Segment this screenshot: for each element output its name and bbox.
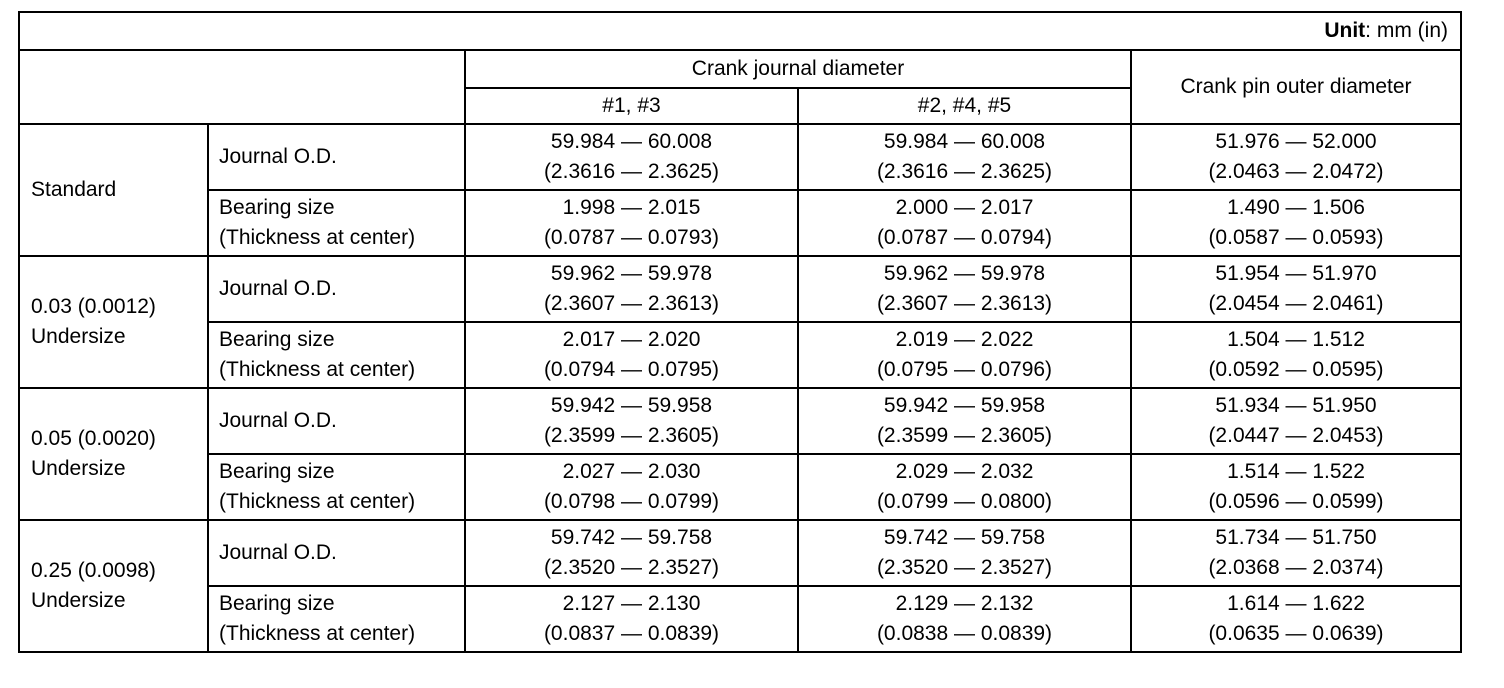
cell-line: Undersize bbox=[31, 325, 126, 348]
table-row bbox=[19, 520, 1461, 586]
cell-line: (0.0795 — 0.0796) bbox=[876, 358, 1053, 381]
cell-line: Journal O.D. bbox=[219, 541, 337, 564]
table-row bbox=[19, 322, 1461, 388]
cell-line: 59.962 — 59.978 bbox=[550, 262, 713, 285]
value-cell bbox=[465, 322, 798, 388]
value-cell bbox=[798, 586, 1131, 652]
cell-line: 59.942 — 59.958 bbox=[883, 394, 1046, 417]
cell-line: (0.0592 — 0.0595) bbox=[1208, 358, 1384, 381]
cell-line: 1.514 — 1.522 bbox=[1227, 460, 1365, 483]
cell-line: 59.984 — 60.008 bbox=[883, 130, 1046, 153]
cell-line: 51.734 — 51.750 bbox=[1215, 526, 1377, 549]
cell-line: (Thickness at center) bbox=[219, 358, 416, 381]
cell-line: (Thickness at center) bbox=[219, 226, 416, 249]
item-label-cell bbox=[208, 322, 465, 388]
cell-line: Undersize bbox=[31, 457, 126, 480]
item-label-cell bbox=[208, 586, 465, 652]
cell-line: (2.3599 — 2.3605) bbox=[876, 424, 1053, 447]
table-row bbox=[19, 256, 1461, 322]
value-cell bbox=[1131, 322, 1461, 388]
value-cell bbox=[798, 454, 1131, 520]
spec-table-container bbox=[18, 11, 1462, 653]
value-cell bbox=[1131, 388, 1461, 454]
cell-line: Journal O.D. bbox=[219, 277, 337, 300]
cell-line: Bearing size bbox=[219, 328, 335, 351]
journal-col-1-3-header: #1, #3 bbox=[465, 88, 798, 124]
cell-line: 0.05 (0.0020) bbox=[31, 427, 156, 450]
cell-line: 59.742 — 59.758 bbox=[550, 526, 713, 549]
item-label-cell bbox=[208, 520, 465, 586]
cell-line: Journal O.D. bbox=[219, 409, 337, 432]
value-cell bbox=[465, 256, 798, 322]
cell-line: (2.0463 — 2.0472) bbox=[1208, 160, 1384, 183]
value-cell bbox=[465, 124, 798, 190]
cell-line: 59.942 — 59.958 bbox=[550, 394, 713, 417]
cell-line: (0.0587 — 0.0593) bbox=[1208, 226, 1384, 249]
cell-line: Undersize bbox=[31, 589, 126, 612]
value-cell bbox=[798, 322, 1131, 388]
cell-line: (2.0454 — 2.0461) bbox=[1208, 292, 1384, 315]
unit-cell bbox=[19, 12, 1461, 50]
cell-line: 0.03 (0.0012) bbox=[31, 295, 156, 318]
value-cell bbox=[798, 388, 1131, 454]
value-cell bbox=[1131, 256, 1461, 322]
cell-line: Bearing size bbox=[219, 592, 335, 615]
value-cell bbox=[1131, 124, 1461, 190]
cell-line: (Thickness at center) bbox=[219, 490, 416, 513]
cell-line: 2.029 — 2.032 bbox=[895, 460, 1034, 483]
cell-line: 2.027 — 2.030 bbox=[562, 460, 701, 483]
cell-line: Bearing size bbox=[219, 196, 335, 219]
item-label-cell bbox=[208, 190, 465, 256]
item-label-cell bbox=[208, 256, 465, 322]
cell-line: (0.0798 — 0.0799) bbox=[543, 490, 720, 513]
table-row bbox=[19, 586, 1461, 652]
cell-line: (0.0787 — 0.0794) bbox=[876, 226, 1053, 249]
cell-line: 2.017 — 2.020 bbox=[562, 328, 701, 351]
spec-table-body bbox=[19, 124, 1461, 652]
cell-line: 1.998 — 2.015 bbox=[562, 196, 701, 219]
value-cell bbox=[465, 388, 798, 454]
value-cell bbox=[798, 520, 1131, 586]
cell-line: (2.3520 — 2.3527) bbox=[876, 556, 1053, 579]
item-label-cell bbox=[208, 388, 465, 454]
size-label-cell bbox=[19, 256, 208, 388]
journal-diameter-header: Crank journal diameter bbox=[465, 50, 1131, 88]
value-cell bbox=[798, 256, 1131, 322]
table-row bbox=[19, 190, 1461, 256]
cell-line: 59.984 — 60.008 bbox=[550, 130, 713, 153]
cell-line: (0.0635 — 0.0639) bbox=[1208, 622, 1384, 645]
cell-line: (2.3607 — 2.3613) bbox=[876, 292, 1053, 315]
cell-line: Standard bbox=[31, 178, 117, 201]
value-cell bbox=[798, 124, 1131, 190]
cell-line: (2.0447 — 2.0453) bbox=[1208, 424, 1384, 447]
journal-col-2-4-5-header: #2, #4, #5 bbox=[798, 88, 1131, 124]
cell-line: 1.614 — 1.622 bbox=[1227, 592, 1365, 615]
cell-line: 51.954 — 51.970 bbox=[1215, 262, 1377, 285]
unit-label: Unit bbox=[1324, 19, 1366, 42]
cell-line: 2.127 — 2.130 bbox=[562, 592, 701, 615]
cell-line: 2.000 — 2.017 bbox=[895, 196, 1034, 219]
cell-line: 59.962 — 59.978 bbox=[883, 262, 1046, 285]
table-row bbox=[19, 388, 1461, 454]
cell-line: (0.0799 — 0.0800) bbox=[876, 490, 1053, 513]
cell-line: Bearing size bbox=[219, 460, 335, 483]
pin-diameter-header: Crank pin outer diameter bbox=[1131, 50, 1461, 124]
crankshaft-spec-table bbox=[18, 11, 1462, 653]
item-label-cell bbox=[208, 454, 465, 520]
value-cell bbox=[465, 586, 798, 652]
cell-line: (0.0794 — 0.0795) bbox=[543, 358, 720, 381]
cell-line: (2.0368 — 2.0374) bbox=[1208, 556, 1384, 579]
value-cell bbox=[1131, 190, 1461, 256]
value-cell bbox=[1131, 454, 1461, 520]
size-label-cell bbox=[19, 388, 208, 520]
cell-line: (2.3520 — 2.3527) bbox=[543, 556, 720, 579]
cell-line: 2.129 — 2.132 bbox=[895, 592, 1034, 615]
value-cell bbox=[465, 520, 798, 586]
value-cell bbox=[798, 190, 1131, 256]
cell-line: (2.3607 — 2.3613) bbox=[543, 292, 720, 315]
cell-line: (0.0787 — 0.0793) bbox=[543, 226, 720, 249]
cell-line: 2.019 — 2.022 bbox=[895, 328, 1034, 351]
cell-line: (0.0596 — 0.0599) bbox=[1208, 490, 1384, 513]
table-row bbox=[19, 124, 1461, 190]
cell-line: (0.0837 — 0.0839) bbox=[543, 622, 720, 645]
corner-cell bbox=[19, 50, 465, 124]
item-label-cell bbox=[208, 124, 465, 190]
unit-value: : mm (in) bbox=[1365, 19, 1448, 42]
cell-line: (2.3599 — 2.3605) bbox=[543, 424, 720, 447]
cell-line: 0.25 (0.0098) bbox=[31, 559, 156, 582]
cell-line: (2.3616 — 2.3625) bbox=[543, 160, 720, 183]
cell-line: 59.742 — 59.758 bbox=[883, 526, 1046, 549]
cell-line: (0.0838 — 0.0839) bbox=[876, 622, 1053, 645]
cell-line: Journal O.D. bbox=[219, 145, 337, 168]
value-cell bbox=[465, 454, 798, 520]
size-label-cell bbox=[19, 124, 208, 256]
value-cell bbox=[465, 190, 798, 256]
value-cell bbox=[1131, 520, 1461, 586]
value-cell bbox=[1131, 586, 1461, 652]
cell-line: 1.504 — 1.512 bbox=[1227, 328, 1365, 351]
cell-line: 1.490 — 1.506 bbox=[1227, 196, 1365, 219]
cell-line: 51.976 — 52.000 bbox=[1215, 130, 1377, 153]
cell-line: (2.3616 — 2.3625) bbox=[876, 160, 1053, 183]
table-row bbox=[19, 454, 1461, 520]
cell-line: 51.934 — 51.950 bbox=[1215, 394, 1377, 417]
cell-line: (Thickness at center) bbox=[219, 622, 416, 645]
size-label-cell bbox=[19, 520, 208, 652]
